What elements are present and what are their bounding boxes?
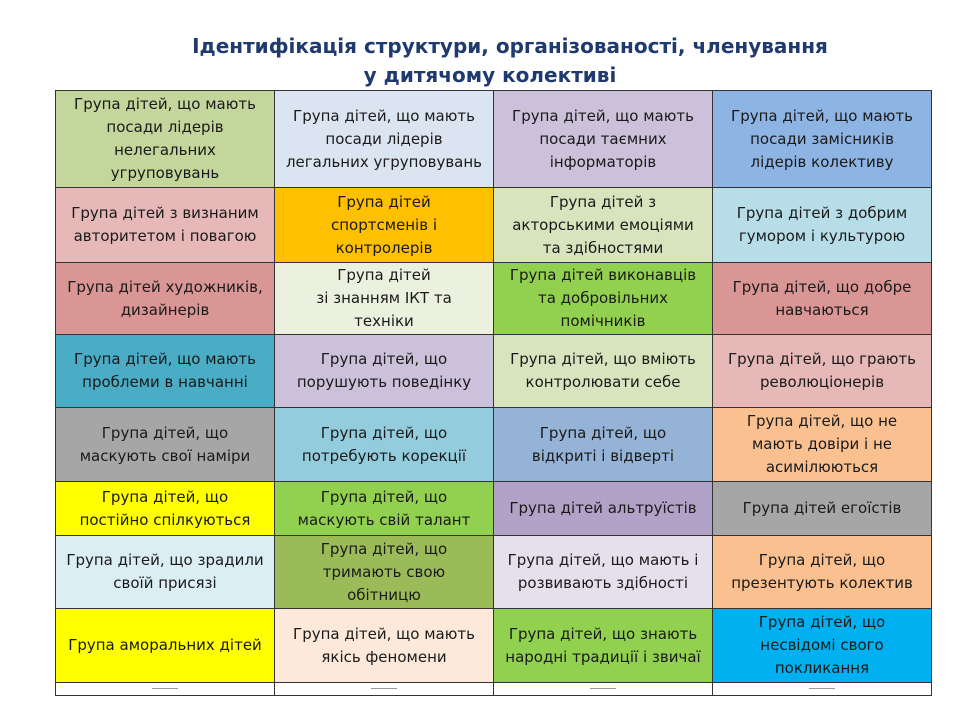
group-cell: Група дітей, що вміють контролювати себе xyxy=(494,335,713,408)
table-row xyxy=(56,263,932,335)
group-cell: Група дітей з акторськими емоціями та здібностями xyxy=(494,188,713,263)
group-cell: Група дітей, що грають революціонерів xyxy=(713,335,932,408)
group-cell: Група дітей, що мають посади замісників лідерів колективу xyxy=(713,91,932,188)
group-cell: Група дітей, що добре навчаються xyxy=(713,263,932,335)
title-line-1: Ідентифікація структури, організованості, членування xyxy=(192,34,828,58)
table-row xyxy=(56,482,932,536)
empty-cell xyxy=(713,683,932,696)
group-cell: Група аморальних дітей xyxy=(56,609,275,683)
dash-mark xyxy=(152,688,178,689)
group-cell: Група дітей, що відкриті і відверті xyxy=(494,408,713,482)
dash-mark xyxy=(371,688,397,689)
group-cell: Група дітей, що мають посади таємних інформаторів xyxy=(494,91,713,188)
group-cell: Група дітей зі знанням ІКТ та техніки xyxy=(275,263,494,335)
group-cell: Група дітей, що мають і розвивають здібності xyxy=(494,536,713,609)
group-cell: Група дітей, що мають посади лідерів легальних угруповувань xyxy=(275,91,494,188)
group-cell: Група дітей, що зрадили своїй присязі xyxy=(56,536,275,609)
slide-title xyxy=(0,32,960,90)
group-cell: Група дітей виконавців та добровільних помічників xyxy=(494,263,713,335)
empty-cell xyxy=(494,683,713,696)
group-cell: Група дітей, що знають народні традиції і звичаї xyxy=(494,609,713,683)
group-cell: Група дітей, що мають якісь феномени xyxy=(275,609,494,683)
group-cell: Група дітей, що маскують свій талант xyxy=(275,482,494,536)
groups-table xyxy=(55,90,932,696)
group-cell: Група дітей, що тримають свою обітницю xyxy=(275,536,494,609)
group-cell: Група дітей, що постійно спілкуються xyxy=(56,482,275,536)
group-cell: Група дітей, що не мають довіри і не асимілюються xyxy=(713,408,932,482)
table-row xyxy=(56,609,932,683)
group-cell: Група дітей альтруїстів xyxy=(494,482,713,536)
group-cell: Група дітей, що маскують свої наміри xyxy=(56,408,275,482)
group-cell: Група дітей, що несвідомі свого покликання xyxy=(713,609,932,683)
group-cell: Група дітей егоїстів xyxy=(713,482,932,536)
group-cell: Група дітей з добрим гумором і культурою xyxy=(713,188,932,263)
dash-mark xyxy=(809,688,835,689)
empty-cell xyxy=(275,683,494,696)
table-row xyxy=(56,188,932,263)
group-cell: Група дітей з визнаним авторитетом і повагою xyxy=(56,188,275,263)
table-row-empty xyxy=(56,683,932,696)
group-cell: Група дітей, що презентують колектив xyxy=(713,536,932,609)
table-row xyxy=(56,91,932,188)
title-line-2: у дитячому колективі xyxy=(363,63,617,87)
group-cell: Група дітей, що мають проблеми в навчанні xyxy=(56,335,275,408)
group-cell: Група дітей, що порушують поведінку xyxy=(275,335,494,408)
group-cell: Група дітей спортсменів і контролерів xyxy=(275,188,494,263)
table-row xyxy=(56,408,932,482)
table-row xyxy=(56,536,932,609)
table-row xyxy=(56,335,932,408)
group-cell: Група дітей художників, дизайнерів xyxy=(56,263,275,335)
empty-cell xyxy=(56,683,275,696)
group-cell: Група дітей, що потребують корекції xyxy=(275,408,494,482)
group-cell: Група дітей, що мають посади лідерів нелегальних угруповувань xyxy=(56,91,275,188)
dash-mark xyxy=(590,688,616,689)
